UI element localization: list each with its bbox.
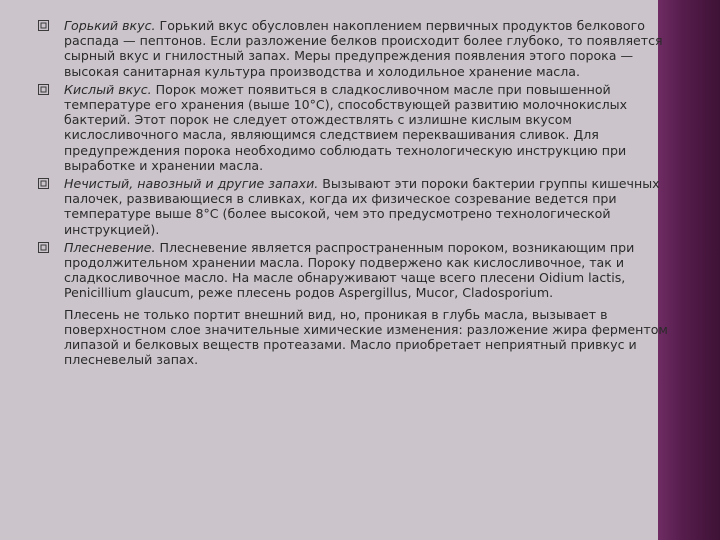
list-item <box>38 176 678 237</box>
item-text: Порок может появиться в сладкосливочном масле при повышенной температуре его хранения (выше 10°С), способствующей развитию молочнокислых бактерий. Этот порок не следует отождествлять с излишне кислым вкусом кислосливочного масла, являющимся следствием переквашивания сливок. Для предупреждения порока необходимо соблюдать технологическую инструкцию при выработке и хранении масла. <box>64 81 628 173</box>
item-text: Плесневение является распространенным пороком, возникающим при продолжительном хранении масла. Пороку подвержено как кислосливочное, так и сладкосливочное масло. На масле обнаруживают чаще всего плесени Oidium lactis, Penicillium glaucum, реже плесень родов Aspergillus, Mucor, Cladosporium. <box>64 239 635 301</box>
item-term: Нечистый, навозный и другие запахи. <box>64 176 319 192</box>
bullet-icon <box>38 178 49 189</box>
bullet-icon <box>38 84 49 95</box>
bullet-icon <box>38 20 49 31</box>
slide-content <box>38 18 678 367</box>
item-term: Кислый вкус. <box>64 81 152 97</box>
item-text: Горький вкус обусловлен накоплением первичных продуктов белкового распада — пептонов. Если разложение белков происходит более глубоко, то появляется сырный вкус и гнилостный запах. Меры предупреждения появления этого порока — высокая санитарная культура производства и холодильное хранение масла. <box>64 18 663 79</box>
item-term: Плесневение. <box>64 239 156 255</box>
list-item <box>38 82 678 173</box>
list-item <box>38 240 678 301</box>
item-term: Горький вкус. <box>64 18 156 33</box>
body-paragraph: Плесень не только портит внешний вид, но, проникая в глубь масла, вызывает в поверхностном слое значительные химические изменения: разложение жира ферментом липазой и белковых веществ протеазами. Масло приобретает неприятный привкус и плесневелый запах. <box>64 306 668 368</box>
item-text: Вызывают эти пороки бактерии группы кишечных палочек, развивающиеся в сливках, когда их физическое созревание ведется при температуре выше 8°С (более высокой, чем это предусмотрено технологической инструкцией). <box>64 176 660 237</box>
list-item <box>38 18 678 79</box>
bullet-icon <box>38 242 49 253</box>
